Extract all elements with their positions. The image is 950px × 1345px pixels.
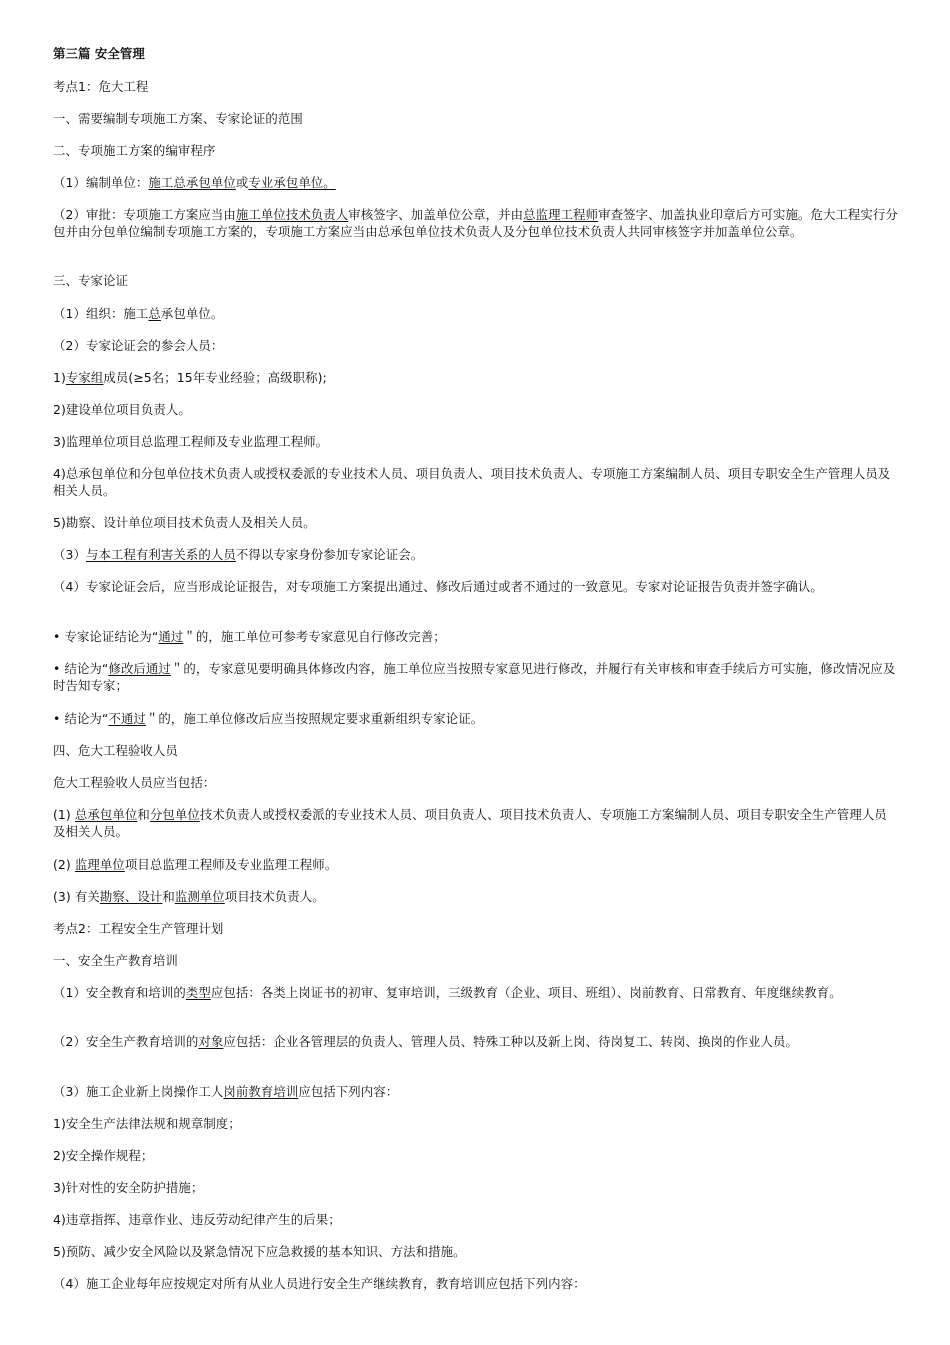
list-item xyxy=(53,806,898,840)
text-run: 审核签字、加盖单位公章，并由 xyxy=(348,207,524,222)
section-title xyxy=(53,45,898,62)
bullet-item xyxy=(53,710,898,727)
underlined-text: 监测单位 xyxy=(174,889,225,904)
subheading xyxy=(53,110,898,127)
text-run: 应包括下列内容： xyxy=(298,1084,399,1099)
text-run: 成员(≥5名；15年专业经验；高级职称); xyxy=(103,370,327,385)
text-run: （1）安全教育和培训的 xyxy=(53,985,186,1000)
text-run: 4)违章指挥、违章作业、违反劳动纪律产生的后果； xyxy=(53,1212,341,1227)
list-item xyxy=(53,1243,898,1260)
text-run: 不得以专家身份参加专家论证会。 xyxy=(235,547,424,562)
text-run: （4）专家论证会后，应当形成论证报告，对专项施工方案提出通过、修改后通过或者不通过的一致意见。专家对论证报告负责并签字确认。 xyxy=(53,579,823,594)
text-run: 危大工程验收人员应当包括： xyxy=(53,775,216,790)
text-run: 或 xyxy=(235,175,249,190)
subheading xyxy=(53,272,898,289)
underlined-text: 与本工程有利害关系的人员 xyxy=(85,547,236,562)
text-run: 和 xyxy=(137,807,150,822)
text-run: 第三篇 安全管理 xyxy=(53,46,145,61)
list-item xyxy=(53,1179,898,1196)
text-run: ＂的，施工单位修改后应当按照规定要求重新组织专家论证。 xyxy=(145,711,484,726)
text-run: • 专家论证结论为“ xyxy=(53,629,159,644)
paragraph xyxy=(53,984,898,1001)
text-run: （3）施工企业新上岗操作工人 xyxy=(53,1084,224,1099)
text-run: (3) 有关 xyxy=(53,889,100,904)
text-run: 3)针对性的安全防护措施； xyxy=(53,1180,204,1195)
paragraph xyxy=(53,1275,898,1292)
list-item xyxy=(53,514,898,531)
bullet-item xyxy=(53,660,898,694)
subheading xyxy=(53,952,898,969)
underlined-text: 分包单位 xyxy=(149,807,200,822)
underlined-text: 对象 xyxy=(198,1034,224,1049)
text-run: 4)总承包单位和分包单位技术负责人或授权委派的专业技术人员、项目负责人、项目技术负责人、专项施工方案编制人员、项目专职安全生产管理人员及相关人员。 xyxy=(53,466,891,498)
text-run: (1) xyxy=(53,807,75,822)
text-run: 四、危大工程验收人员 xyxy=(53,743,178,758)
list-item xyxy=(53,1115,898,1132)
bullet-item xyxy=(53,628,898,645)
text-run: 考点2：工程安全生产管理计划 xyxy=(53,921,224,936)
paragraph xyxy=(53,337,898,354)
list-item xyxy=(53,465,898,499)
underlined-text: 施工总承包单位 xyxy=(148,175,236,190)
text-run: 和 xyxy=(162,889,175,904)
text-run: 应包括：各类上岗证书的初审、复审培训，三级教育（企业、项目、班组）、岗前教育、日常教育、年度继续教育。 xyxy=(210,985,842,1000)
underlined-text: 专业承包单位。 xyxy=(248,175,336,190)
underlined-text: 总监理工程师 xyxy=(523,207,599,222)
text-run: 审查签字、加盖执业印章后方可实施。危大工程实行分包并由分包单位编制专项施工方案的，专项施工方案应当由总承包单位技术负责人及分包单位技术负责人共同审核签字并加盖单位公章。 xyxy=(53,207,898,239)
list-item xyxy=(53,1147,898,1164)
text-run: 应包括：企业各管理层的负责人、管理人员、特殊工种以及新上岗、待岗复工、转岗、换岗的作业人员。 xyxy=(223,1034,798,1049)
underlined-text: 监理单位 xyxy=(74,857,125,872)
paragraph xyxy=(53,1033,898,1050)
text-run: (2) xyxy=(53,857,75,872)
underlined-text: 总 xyxy=(148,306,161,321)
text-run: 二、专项施工方案的编审程序 xyxy=(53,143,216,158)
subheading xyxy=(53,742,898,759)
paragraph xyxy=(53,1083,898,1100)
list-item xyxy=(53,433,898,450)
paragraph xyxy=(53,206,898,240)
text-run: 项目总监理工程师及专业监理工程师。 xyxy=(124,857,338,872)
list-item xyxy=(53,856,898,873)
text-run: 一、安全生产教育培训 xyxy=(53,953,178,968)
text-run: 三、专家论证 xyxy=(53,273,128,288)
text-run: • 结论为“ xyxy=(53,711,109,726)
paragraph xyxy=(53,546,898,563)
text-run: （2）审批：专项施工方案应当由 xyxy=(53,207,236,222)
text-run: • 结论为“ xyxy=(53,661,109,676)
list-item xyxy=(53,401,898,418)
text-run: （2）安全生产教育培训的 xyxy=(53,1034,199,1049)
paragraph xyxy=(53,305,898,322)
text-run: 1) xyxy=(53,370,66,385)
list-item xyxy=(53,1211,898,1228)
text-run: （1）编制单位： xyxy=(53,175,149,190)
underlined-text: 修改后通过 xyxy=(108,661,171,676)
underlined-text: 总承包单位 xyxy=(74,807,138,822)
text-run: 2)建设单位项目负责人。 xyxy=(53,402,191,417)
underlined-text: 施工单位技术负责人 xyxy=(235,207,349,222)
text-run: （4）施工企业每年应按规定对所有从业人员进行安全生产继续教育，教育培训应包括下列内容： xyxy=(53,1276,586,1291)
underlined-text: 通过 xyxy=(158,629,184,644)
topic-heading xyxy=(53,78,898,95)
text-run: 3)监理单位项目总监理工程师及专业监理工程师。 xyxy=(53,434,329,449)
text-run: ＂的，施工单位可参考专家意见自行修改完善； xyxy=(183,629,446,644)
text-run: 承包单位。 xyxy=(160,306,224,321)
text-run: 考点1：危大工程 xyxy=(53,79,149,94)
text-run: （2）专家论证会的参会人员： xyxy=(53,338,224,353)
underlined-text: 岗前教育培训 xyxy=(223,1084,299,1099)
text-run: 5)勘察、设计单位项目技术负责人及相关人员。 xyxy=(53,515,316,530)
text-run: 5)预防、减少安全风险以及紧急情况下应急救援的基本知识、方法和措施。 xyxy=(53,1244,466,1259)
text-run: 一、需要编制专项施工方案、专家论证的范围 xyxy=(53,111,303,126)
paragraph xyxy=(53,174,898,191)
underlined-text: 专家组 xyxy=(65,370,104,385)
underlined-text: 勘察、设计 xyxy=(99,889,163,904)
paragraph xyxy=(53,774,898,791)
text-run: 1)安全生产法律法规和规章制度； xyxy=(53,1116,241,1131)
text-run: 2)安全操作规程； xyxy=(53,1148,154,1163)
text-run: 项目技术负责人。 xyxy=(224,889,325,904)
text-run: 技术负责人或授权委派的专业技术人员、项目负责人、项目技术负责人、专项施工方案编制人员、项目专职安全生产管理人员及相关人员。 xyxy=(53,807,887,839)
text-run: ＂的，专家意见要明确具体修改内容，施工单位应当按照专家意见进行修改，并履行有关审核和审查手续后方可实施，修改情况应及时告知专家； xyxy=(53,661,896,693)
text-run: （3） xyxy=(53,547,86,562)
underlined-text: 不通过 xyxy=(108,711,146,726)
text-run: （1）组织：施工 xyxy=(53,306,149,321)
paragraph xyxy=(53,578,898,595)
subheading xyxy=(53,142,898,159)
list-item xyxy=(53,888,898,905)
topic-heading xyxy=(53,920,898,937)
underlined-text: 类型 xyxy=(185,985,211,1000)
list-item xyxy=(53,369,898,386)
